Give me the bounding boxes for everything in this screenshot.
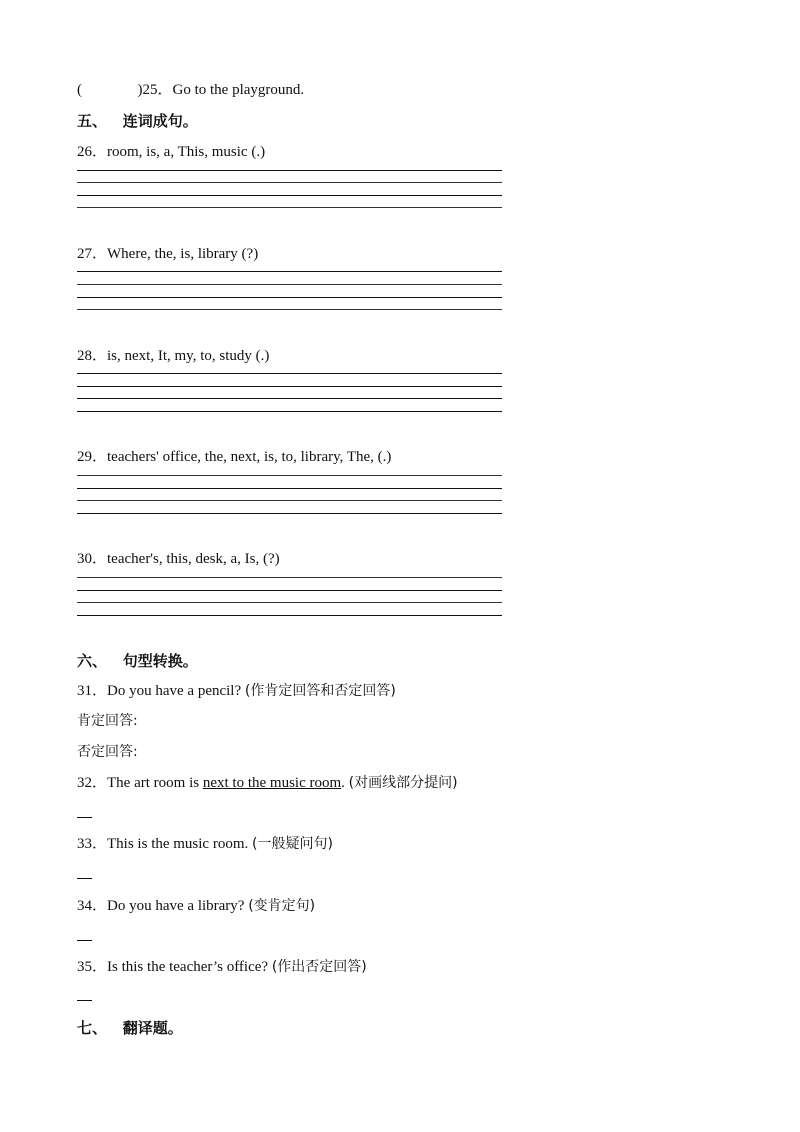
question-31 xyxy=(77,679,396,700)
answer-line[interactable] xyxy=(77,297,502,298)
answer-line[interactable] xyxy=(77,182,502,183)
question-text: This is the music room. xyxy=(107,836,253,852)
question-instruction: (对画线部分提问) xyxy=(348,775,458,791)
question-number: 29． xyxy=(77,449,108,465)
answer-line[interactable] xyxy=(77,398,502,399)
answer-line[interactable] xyxy=(77,488,502,489)
question-instruction: (一般疑问句) xyxy=(252,836,333,852)
question-text: Go to the playground. xyxy=(172,82,305,98)
question-number: 34． xyxy=(77,898,108,914)
question-number: 28． xyxy=(77,348,108,364)
question-27 xyxy=(77,242,258,263)
answer-line[interactable] xyxy=(77,500,502,501)
answer-line[interactable] xyxy=(77,373,502,374)
section-6-heading xyxy=(77,650,198,671)
answer-line[interactable] xyxy=(77,195,502,196)
answer-dash[interactable] xyxy=(77,817,92,818)
question-30 xyxy=(77,547,280,568)
question-text: The art room is xyxy=(107,775,203,791)
section-5-heading xyxy=(77,110,198,131)
question-words: teacher's, this, desk, a, Is, (?) xyxy=(107,551,280,567)
answer-line[interactable] xyxy=(77,284,502,285)
question-words: Where, the, is, library (?) xyxy=(107,246,259,262)
answer-paren-open: ( xyxy=(77,82,82,98)
question-35 xyxy=(77,955,367,976)
question-29 xyxy=(77,445,391,466)
answer-line[interactable] xyxy=(77,386,502,387)
answer-dash[interactable] xyxy=(77,940,92,941)
question-33 xyxy=(77,832,333,853)
question-number: 27． xyxy=(77,246,108,262)
underlined-phrase: next to the music room xyxy=(202,775,342,791)
question-34 xyxy=(77,894,315,915)
question-number: )25． xyxy=(137,82,173,98)
question-number: 30． xyxy=(77,551,108,567)
question-26 xyxy=(77,140,265,161)
answer-dash[interactable] xyxy=(77,878,92,879)
question-number: 31． xyxy=(77,683,108,699)
answer-line[interactable] xyxy=(77,309,502,310)
section-number: 七、 xyxy=(77,1019,108,1037)
answer-line[interactable] xyxy=(77,590,502,591)
negative-answer-label: 否定回答: xyxy=(77,744,138,760)
answer-dash[interactable] xyxy=(77,1000,92,1001)
question-number: 26． xyxy=(77,144,108,160)
question-text-end: . xyxy=(341,775,349,791)
question-text: Is this the teacher’s office? xyxy=(107,959,272,975)
question-text: Do you have a library? xyxy=(107,898,249,914)
answer-line[interactable] xyxy=(77,475,502,476)
answer-line[interactable] xyxy=(77,411,502,412)
answer-line[interactable] xyxy=(77,577,502,578)
affirmative-answer-label: 肯定回答: xyxy=(77,713,138,729)
answer-line[interactable] xyxy=(77,513,502,514)
question-words: is, next, It, my, to, study (.) xyxy=(107,348,270,364)
question-instruction: (作肯定回答和否定回答) xyxy=(244,683,396,699)
question-instruction: (作出否定回答) xyxy=(271,959,367,975)
section-title: 句型转换。 xyxy=(122,652,198,670)
question-25 xyxy=(77,78,304,99)
answer-line[interactable] xyxy=(77,207,502,208)
section-number: 六、 xyxy=(77,652,108,670)
section-7-heading xyxy=(77,1017,183,1038)
question-number: 33． xyxy=(77,836,108,852)
section-title: 翻译题。 xyxy=(122,1019,183,1037)
question-number: 32． xyxy=(77,775,108,791)
answer-line[interactable] xyxy=(77,271,502,272)
answer-line[interactable] xyxy=(77,615,502,616)
section-number: 五、 xyxy=(77,112,108,130)
question-number: 35． xyxy=(77,959,108,975)
answer-line[interactable] xyxy=(77,170,502,171)
question-28 xyxy=(77,344,269,365)
answer-line[interactable] xyxy=(77,602,502,603)
question-instruction: (变肯定句) xyxy=(248,898,316,914)
section-title: 连词成句。 xyxy=(122,112,198,130)
question-words: teachers' office, the, next, is, to, library, The, (.) xyxy=(107,449,392,465)
question-words: room, is, a, This, music (.) xyxy=(107,144,266,160)
question-32 xyxy=(77,771,458,792)
question-text: Do you have a pencil? xyxy=(107,683,245,699)
